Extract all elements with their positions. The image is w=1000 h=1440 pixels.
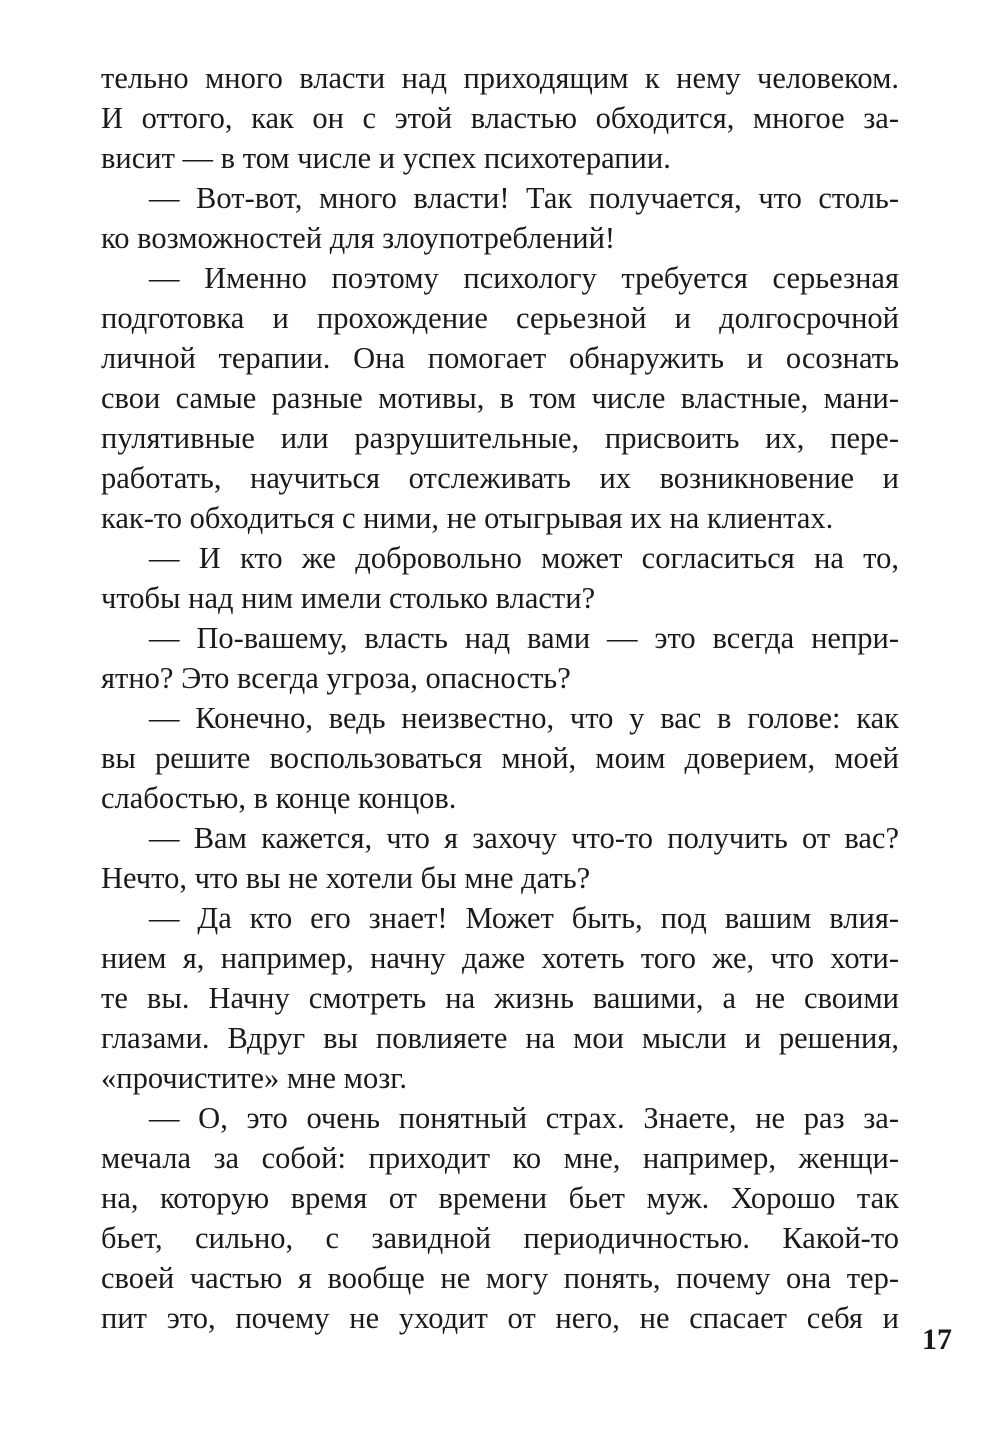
text-line: «прочистите» мне мозг. — [101, 1061, 407, 1095]
text-line: как-то обходиться с ними, не отыгрывая их на клиентах. — [101, 501, 834, 535]
text-line: — Вот-вот, много власти! Так получается, что столь- — [149, 181, 899, 215]
text-line: те вы. Начну смотреть на жизнь вашими, а не своими — [101, 981, 899, 1015]
text-line: слабостью, в конце концов. — [101, 781, 457, 815]
text-line: — Да кто его знает! Может быть, под вашим влия- — [149, 901, 899, 935]
text-line: глазами. Вдруг вы повлияете на мои мысли и решения, — [101, 1021, 899, 1055]
text-line: личной терапии. Она помогает обнаружить и осознать — [101, 341, 899, 375]
text-line: — По-вашему, власть над вами — это всегда непри- — [149, 621, 899, 655]
text-line: ятно? Это всегда угроза, опасность? — [101, 661, 571, 695]
text-line: подготовка и прохождение серьезной и долгосрочной — [101, 301, 899, 335]
page-number: 17 — [922, 1323, 952, 1356]
text-line: работать, научиться отслеживать их возникновение и — [101, 461, 899, 495]
text-line: пулятивные или разрушительные, присвоить их, пере- — [101, 421, 899, 455]
text-line: — Именно поэтому психологу требуется серьезная — [149, 261, 899, 295]
text-line: — Вам кажется, что я захочу что-то получить от вас? — [149, 821, 899, 855]
text-line: бьет, сильно, с завидной периодичностью. Какой-то — [101, 1221, 899, 1255]
text-line: И оттого, как он с этой властью обходится, многое за- — [101, 101, 899, 135]
body-text — [101, 58, 899, 1338]
text-line: — О, это очень понятный страх. Знаете, не раз за- — [149, 1101, 899, 1135]
text-line: Нечто, что вы не хотели бы мне дать? — [101, 861, 591, 895]
text-line: — Конечно, ведь неизвестно, что у вас в голове: как — [149, 701, 899, 735]
text-line: на, которую время от времени бьет муж. Хорошо так — [101, 1181, 899, 1215]
text-line: пит это, почему не уходит от него, не спасает себя и — [101, 1301, 899, 1335]
text-line: ко возможностей для злоупотреблений! — [101, 221, 616, 255]
text-line: тельно много власти над приходящим к нему человеком. — [101, 61, 899, 95]
text-line: вы решите воспользоваться мной, моим доверием, моей — [101, 741, 899, 775]
text-line: свои самые разные мотивы, в том числе властные, мани- — [101, 381, 899, 415]
text-line: нием я, например, начну даже хотеть того же, что хоти- — [101, 941, 899, 975]
text-line: висит — в том числе и успех психотерапии. — [101, 141, 671, 175]
text-line: своей частью я вообще не могу понять, почему она тер- — [101, 1261, 899, 1295]
text-line: — И кто же добровольно может согласиться на то, — [149, 541, 899, 575]
text-line: чтобы над ним имели столько власти? — [101, 581, 596, 615]
text-line: мечала за собой: приходит ко мне, например, женщи- — [101, 1141, 899, 1175]
